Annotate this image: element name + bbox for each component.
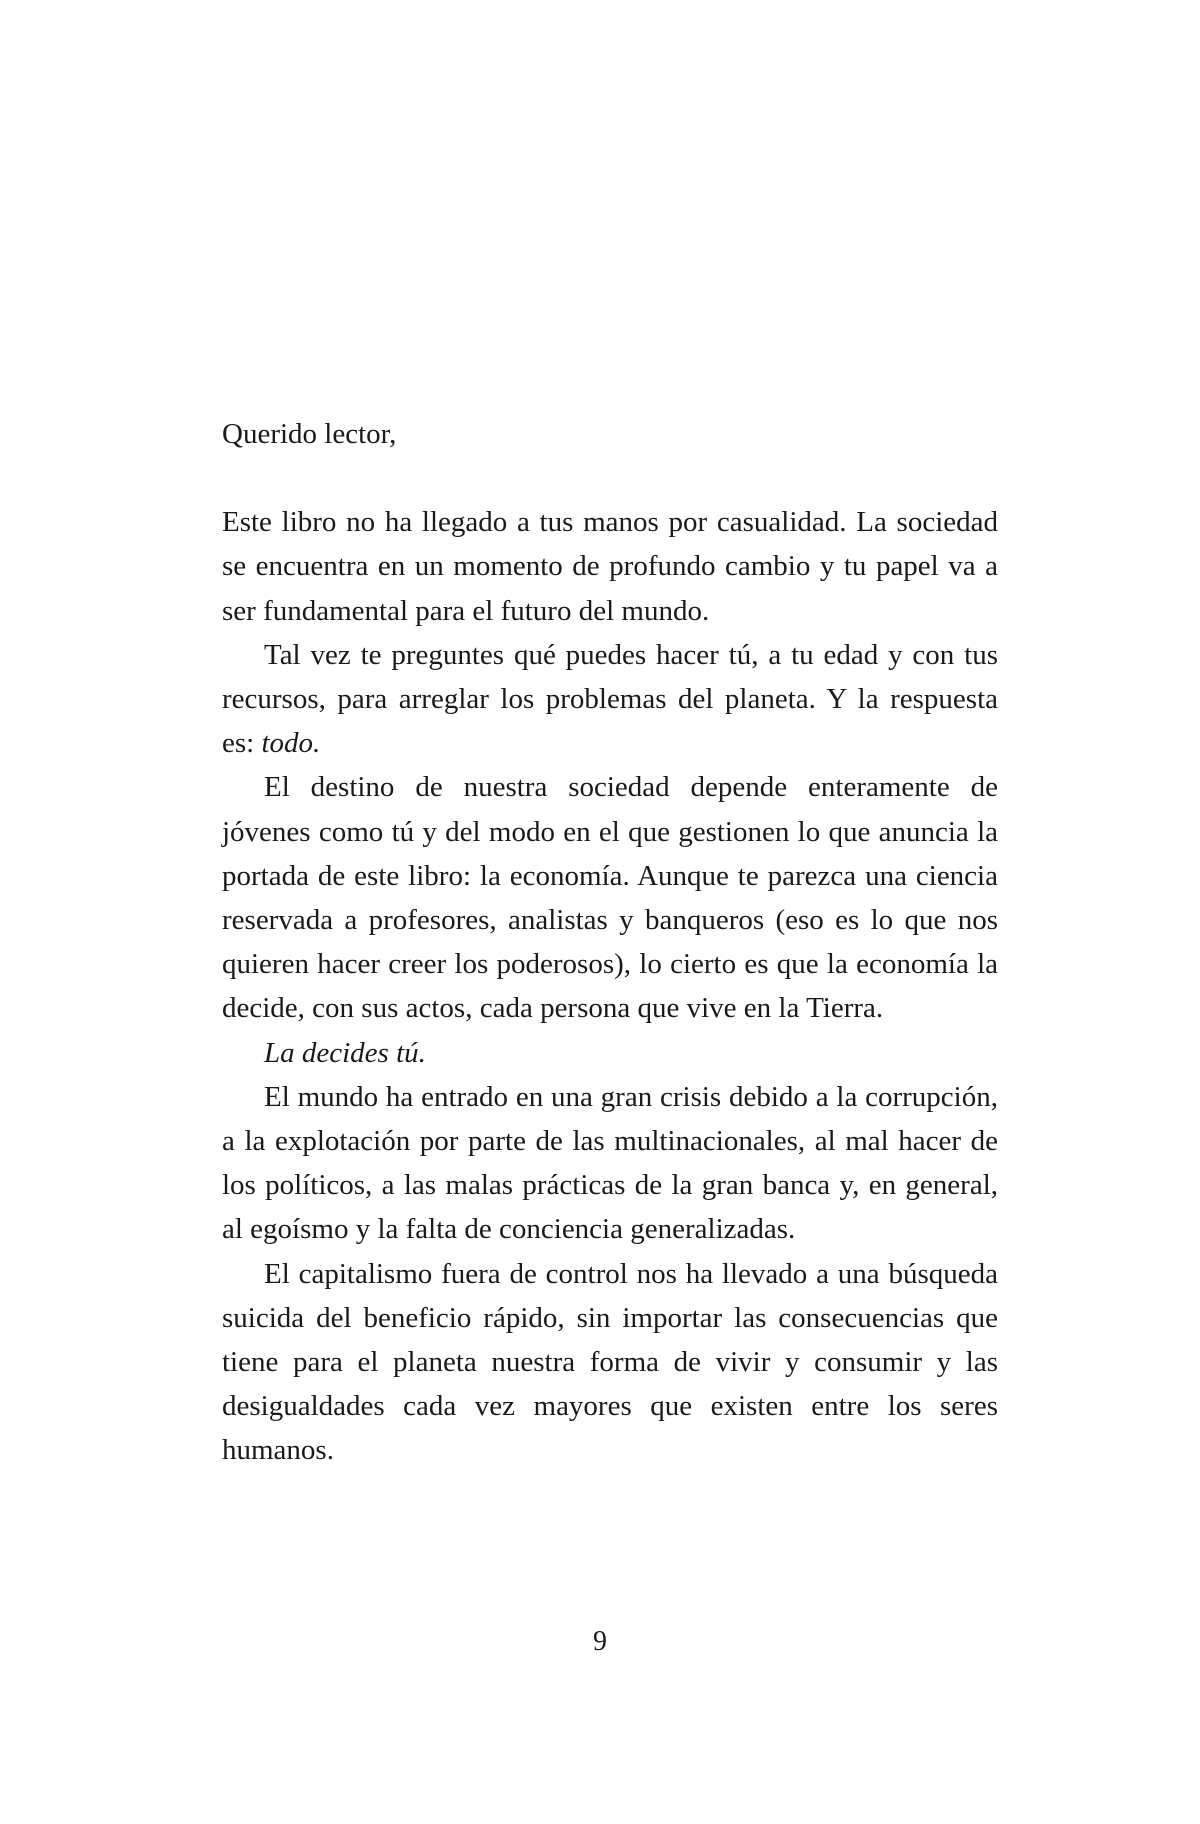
page-number: 9 <box>593 1626 607 1657</box>
paragraph-2-text: Tal vez te preguntes qué puedes hacer tú, a tu edad y con tus recursos, para arreglar los problemas del planeta. Y la respuesta es: <box>222 638 998 760</box>
paragraph-2 <box>222 633 998 766</box>
paragraph-1: Este libro no ha llegado a tus manos por casualidad. La sociedad se encuentra en un momento de profundo cambio y tu papel va a ser fundamental para el futuro del mundo. <box>222 506 998 627</box>
paragraph-5: El mundo ha entrado en una gran crisis debido a la corrupción, a la explotación por parte de las multinacionales, al mal hacer de los políticos, a las malas prácticas de la gran banca y, en general, al egoísmo y la falta de conciencia generalizadas. <box>222 1080 998 1246</box>
letter-body <box>222 412 998 1473</box>
paragraph-6: El capitalismo fuera de control nos ha llevado a una búsqueda suicida del beneficio rápido, sin importar las consecuencias que tiene para el planeta nuestra forma de vivir y consumir y las desigualdades cada vez mayores que existen entre los seres humanos. <box>222 1257 998 1467</box>
paragraph-2-emphasis: todo. <box>261 727 321 760</box>
paragraph-3: El destino de nuestra sociedad depende enteramente de jóvenes como tú y del modo en el que gestionen lo que anuncia la portada de este libro: la economía. Aunque te parezca una ciencia reservada a profesores, analistas y banqueros (eso es lo que nos quieren hacer creer los poderosos), lo cierto es que la economía la decide, con sus actos, cada persona que vive en la Tierra. <box>222 771 998 1025</box>
salutation: Querido lector, <box>222 418 397 450</box>
paragraph-4: La decides tú. <box>264 1036 426 1069</box>
